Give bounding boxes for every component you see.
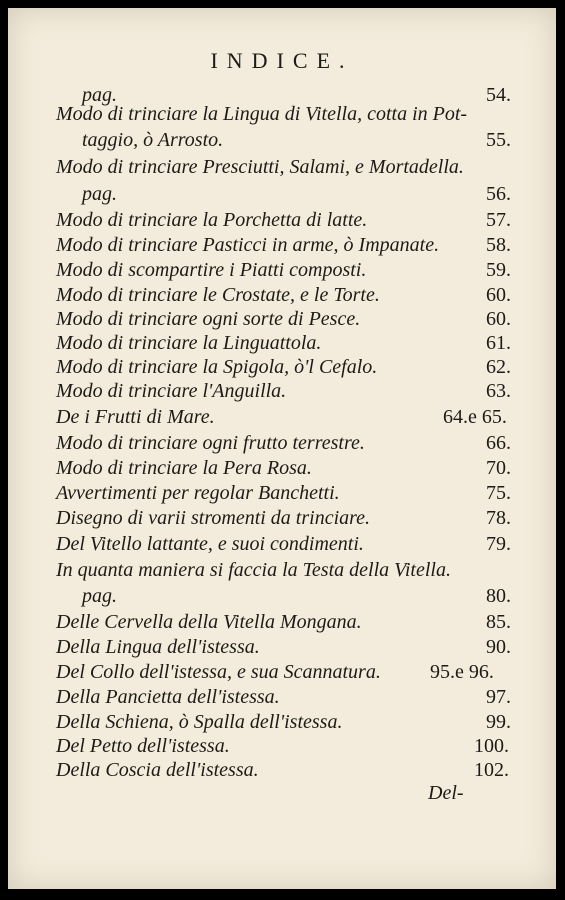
entry-text: Modo di trinciare la Porchetta di latte. [56, 209, 368, 231]
entry-page: 57. [486, 209, 511, 231]
entry-page: 70. [486, 457, 511, 479]
entry-text: Modo di trinciare Pasticci in arme, ò Impanate. [56, 234, 440, 256]
entry-text: Del Vitello lattante, e suoi condimenti. [56, 533, 364, 555]
entry-text: Della Schiena, ò Spalla dell'istessa. [56, 711, 343, 733]
entry-text: Modo di trinciare la Pera Rosa. [56, 457, 312, 479]
entry-text: Della Pancietta dell'istessa. [56, 686, 280, 708]
entry-page: 56. [486, 183, 511, 205]
entry-page: 97. [486, 686, 511, 708]
catchword: Del- [428, 782, 464, 804]
entry-page: 64.e 65. [443, 406, 507, 428]
entry-page: 59. [486, 259, 511, 281]
entry-page: 75. [486, 482, 511, 504]
entry-text: Delle Cervella della Vitella Mongana. [56, 611, 362, 633]
entry-text: Modo di trinciare Presciutti, Salami, e Mortadella. [56, 156, 464, 178]
entry-text: pag. [82, 585, 117, 607]
entry-page: 62. [486, 356, 511, 378]
entry-page: 66. [486, 432, 511, 454]
entry-text: Modo di trinciare la Spigola, ò'l Cefalo. [56, 356, 378, 378]
entry-page: 60. [486, 284, 511, 306]
entry-page: 79. [486, 533, 511, 555]
entry-page: 102. [474, 759, 509, 781]
entry-text: Del Collo dell'istessa, e sua Scannatura. [56, 661, 381, 683]
entry-page: 58. [486, 234, 511, 256]
entry-text: Avvertimenti per regolar Banchetti. [56, 482, 340, 504]
entry-text: Della Lingua dell'istessa. [56, 636, 260, 658]
entry-page: 100. [474, 735, 509, 757]
entry-page: 63. [486, 380, 511, 402]
entry-page: 61. [486, 332, 511, 354]
entry-page: 60. [486, 308, 511, 330]
entry-text: Modo di trinciare ogni frutto terrestre. [56, 432, 365, 454]
entry-text: Modo di trinciare la Linguattola. [56, 332, 322, 354]
entry-page: 90. [486, 636, 511, 658]
entry-text: Modo di trinciare le Crostate, e le Torte. [56, 284, 380, 306]
entry-text: De i Frutti di Mare. [56, 406, 215, 428]
entry-text: Modo di trinciare l'Anguilla. [56, 380, 287, 402]
entry-page: 99. [486, 711, 511, 733]
entry-text: In quanta maniera si faccia la Testa della Vitella. [56, 559, 451, 581]
entry-text: Della Coscia dell'istessa. [56, 759, 259, 781]
entry-page: 78. [486, 507, 511, 529]
entry-text: Del Petto dell'istessa. [56, 735, 230, 757]
entry-page: 85. [486, 611, 511, 633]
entry-text: Modo di trinciare ogni sorte di Pesce. [56, 308, 361, 330]
page-title: INDICE. [210, 48, 354, 73]
entry-text: Modo di scompartire i Piatti composti. [56, 259, 367, 281]
entry-text: pag. [82, 84, 117, 106]
entry-page: 55. [486, 129, 511, 151]
entry-text: Modo di trinciare la Lingua di Vitella, cotta in Pot- [56, 103, 468, 125]
book-page [8, 8, 556, 889]
entry-text: Disegno di varii stromenti da trinciare. [56, 507, 371, 529]
entry-page: 54. [486, 84, 511, 106]
entry-page: 80. [486, 585, 511, 607]
entry-text: taggio, ò Arrosto. [82, 129, 224, 151]
entry-text: pag. [82, 183, 117, 205]
entry-page: 95.e 96. [430, 661, 494, 683]
